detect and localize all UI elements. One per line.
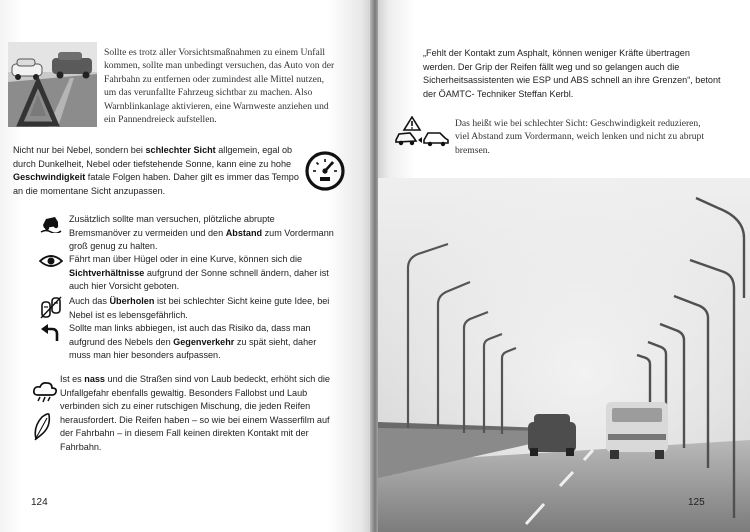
page-number-right: 125 [688, 497, 705, 508]
accident-paragraph: Sollte es trotz aller Vorsichtsmaßnahmen zu einem Unfall kommen, sollte man unbedingt versuchen, das Auto von der Fahrbahn zu entfernen oder zumindest alle Mittel nutzen, um das verunfallte Fahrzeug sichtbar zu machen. Also Warnblinkanlage aktivieren, eine Warnweste anziehen und ein Pannendreieck aufstellen. [104, 47, 335, 126]
warning-cars-icon [394, 116, 450, 148]
rain-cloud-icon [32, 381, 58, 405]
foggy-road-photo [378, 178, 750, 532]
left-turn-arrow-icon [40, 324, 60, 342]
visibility-conditions-paragraph: Fährt man über Hügel oder in eine Kurve, können sich die Sichtverhältnisse aufgrund der Sonne schnell ändern, daher ist auch hier Vorsicht geboten. [69, 254, 329, 292]
page-number-left: 124 [31, 497, 48, 508]
overtaking-cars-icon [40, 296, 62, 320]
speedometer-icon [304, 150, 346, 192]
left-turn-paragraph: Sollte man links abbiegen, ist auch das Risiko da, dass man aufgrund des Nebels den Gegenverkehr zu spät sieht, daher muss man hier besonders aufpassen. [69, 323, 317, 361]
leaf-icon [33, 413, 51, 441]
wet-leaves-paragraph: Ist es nass und die Straßen sind von Laub bedeckt, erhöht sich die Unfallgefahr ebenfalls gewaltig. Besonders Fallobst und Laub verbinden sich zu einer rutschigen Mischung, die jeden Reifen herausfordert. Die Reifen haben – so wie bei einem Wasserfilm auf der Fahrbahn – in diesem Fall keinen direkten Kontakt mit der Fahrbahn. [60, 374, 330, 452]
car-crash-warning-triangle-photo [8, 42, 97, 127]
skidding-car-icon [40, 213, 62, 233]
overtaking-paragraph: Auch das Überholen ist bei schlechter Sicht keine gute Idee, bei Nebel ist es lebensgefährlich. [69, 296, 330, 320]
left-page [0, 0, 372, 532]
visibility-speed-paragraph: Nicht nur bei Nebel, sondern bei schlechter Sicht allgemein, egal ob durch Dunkelheit, Nebel oder tiefstehende Sonne, kann eine zu hohe Geschwindigkeit fatale Folgen haben. Daher gilt es immer das Tempo an die momentane Sicht anzupassen. [13, 145, 299, 196]
eye-icon [39, 254, 63, 268]
expert-quote-paragraph: „Fehlt der Kontakt zum Asphalt, können weniger Kräfte übertragen werden. Der Grip der Reifen fällt weg und so gelangen auch die Sicherheitsassistenten wie ESP und ABS schnell an ihre Grenzen“, betont der ÖAMTC- Techniker Steffan Kerbl. [423, 48, 721, 99]
right-page [378, 0, 750, 532]
summary-paragraph: Das heißt wie bei schlechter Sicht: Geschwindigkeit reduzieren, viel Abstand zum Vordermann, weich lenken und nicht zu abrupt bremsen. [455, 118, 705, 156]
braking-distance-paragraph: Zusätzlich sollte man versuchen, plötzliche abrupte Bremsmanöver zu vermeiden und den Abstand zum Vordermann groß genug zu halten. [69, 214, 334, 252]
